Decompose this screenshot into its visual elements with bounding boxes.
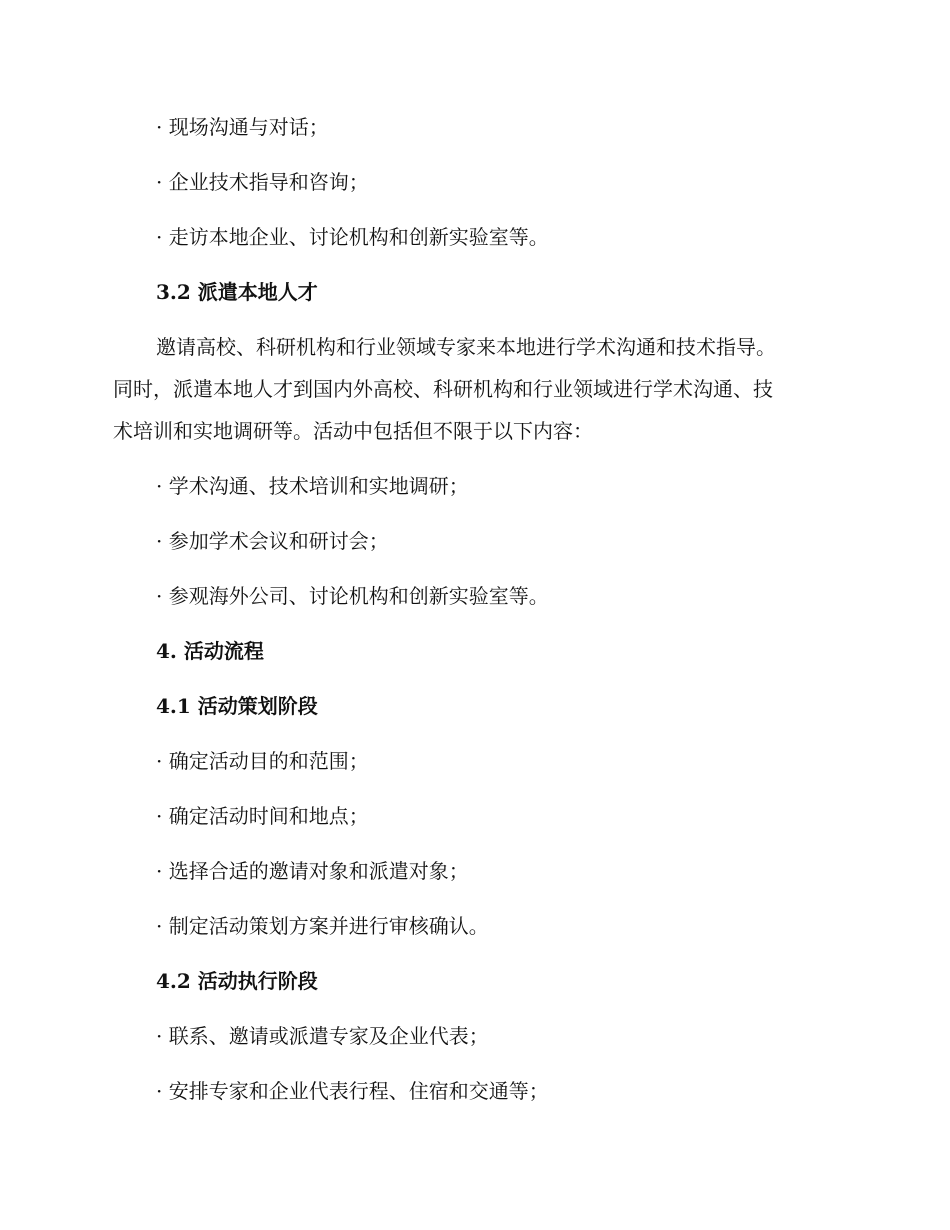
- bullet-plan-review: · 制定活动策划方案并进行审核确认。: [156, 914, 489, 938]
- bullet-define-purpose: · 确定活动目的和范围；: [156, 749, 369, 773]
- bullet-technical-guidance: · 企业技术指导和咨询；: [156, 170, 369, 194]
- section-heading-4-1: 4.1 活动策划阶段: [156, 694, 318, 718]
- bullet-academic-exchange: · 学术沟通、技术培训和实地调研；: [156, 474, 469, 498]
- section-heading-4-2: 4.2 活动执行阶段: [156, 969, 318, 993]
- section-heading-3-2: 3.2 派遣本地人才: [156, 280, 318, 304]
- bullet-visit-local-enterprises: · 走访本地企业、讨论机构和创新实验室等。: [156, 225, 549, 249]
- bullet-arrange-logistics: · 安排专家和企业代表行程、住宿和交通等；: [156, 1079, 549, 1103]
- bullet-visit-overseas-companies: · 参观海外公司、讨论机构和创新实验室等。: [156, 584, 549, 608]
- bullet-contact-experts: · 联系、邀请或派遣专家及企业代表；: [156, 1024, 489, 1048]
- bullet-onsite-communication: · 现场沟通与对话；: [156, 115, 329, 139]
- paragraph-line-1: 邀请高校、科研机构和行业领域专家来本地进行学术沟通和技术指导。: [156, 335, 776, 359]
- paragraph-line-3: 术培训和实地调研等。活动中包括但不限于以下内容：: [113, 419, 593, 443]
- paragraph-line-2: 同时，派遣本地人才到国内外高校、科研机构和行业领域进行学术沟通、技: [113, 377, 773, 401]
- section-heading-4: 4. 活动流程: [156, 639, 264, 663]
- bullet-define-time-place: · 确定活动时间和地点；: [156, 804, 369, 828]
- bullet-academic-conferences: · 参加学术会议和研讨会；: [156, 529, 389, 553]
- bullet-select-targets: · 选择合适的邀请对象和派遣对象；: [156, 859, 469, 883]
